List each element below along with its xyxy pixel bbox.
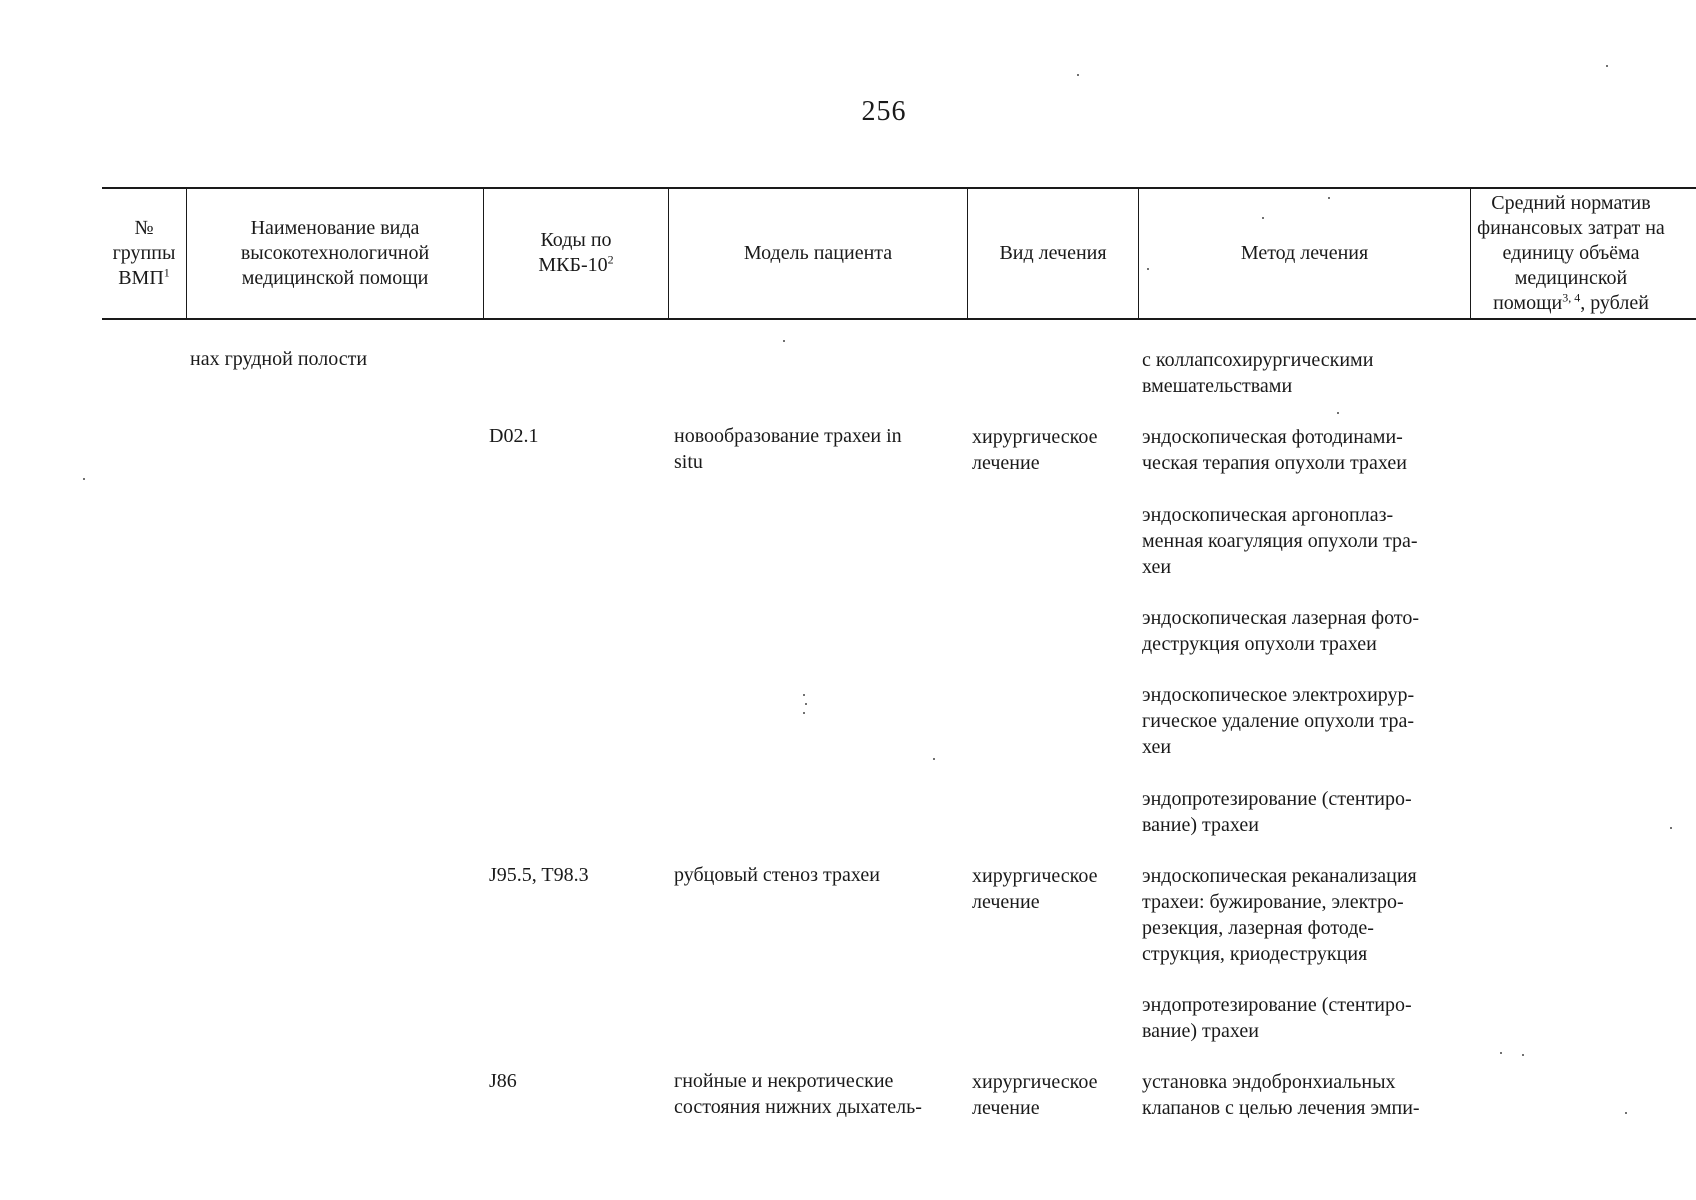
row-code-cell: D02.1 <box>489 425 539 447</box>
scan-speck <box>1328 197 1330 199</box>
header-treatment-type <box>968 188 1138 318</box>
scan-speck <box>1147 268 1149 270</box>
header-codes <box>484 188 668 318</box>
header-cost-suffix: , рублей <box>1580 291 1649 314</box>
header-method-text: Метод лечения <box>1240 241 1369 264</box>
row-patient-model-cell: рубцовый стеноз трахеи <box>674 864 880 886</box>
header-group-number-line1: № <box>134 216 154 239</box>
row-treatment-type-cell: хирургическое лечение <box>972 1071 1098 1119</box>
scan-speck <box>803 694 805 696</box>
scan-speck <box>803 712 805 714</box>
row-method-cell: эндоскопическая лазерная фото- деструкция опухоли трахеи <box>1142 607 1419 655</box>
header-treatment-type-text: Вид лечения <box>999 241 1107 264</box>
scan-speck <box>1262 217 1264 219</box>
row-method-cell: эндопротезирование (стентиро- вание) трахеи <box>1142 994 1412 1042</box>
scan-speck <box>1077 74 1079 76</box>
header-cost <box>1471 188 1671 318</box>
row-method-cell: установка эндобронхиальных клапанов с целью лечения эмпи- <box>1142 1071 1420 1119</box>
header-codes-text: Коды по МКБ-10 <box>538 229 612 276</box>
footnote-marker: 3, 4 <box>1562 289 1581 304</box>
header-group-number-line3: ВМП <box>118 266 164 289</box>
row-treatment-type-cell: хирургическое лечение <box>972 426 1098 474</box>
row-method-cell: эндопротезирование (стентиро- вание) трахеи <box>1142 788 1412 836</box>
scan-speck <box>83 478 85 480</box>
footnote-marker: 2 <box>607 252 614 267</box>
header-method <box>1139 188 1470 318</box>
row-treatment-type-cell: хирургическое лечение <box>972 865 1098 913</box>
row-method-cell: эндоскопическая аргоноплаз- менная коагуляция опухоли тра- хеи <box>1142 504 1418 578</box>
header-group-number <box>102 188 186 318</box>
header-patient-model-text: Модель пациента <box>743 241 893 264</box>
scan-speck <box>1500 1052 1502 1054</box>
scan-speck <box>783 340 785 342</box>
footnote-marker: 1 <box>163 264 170 279</box>
page-number: 256 <box>861 96 907 127</box>
header-name-text: Наименование вида высокотехнологичной медицинской помощи <box>240 216 430 289</box>
scan-speck <box>1670 827 1672 829</box>
row-method-cell: эндоскопическая реканализация трахеи: бужирование, электро- резекция, лазерная фотоде- струкция, криодеструкция <box>1142 865 1417 965</box>
header-cost-text: Средний норматив финансовых затрат на единицу объёма медицинской помощи <box>1477 191 1665 314</box>
scan-speck <box>805 703 807 705</box>
row-patient-model-cell: новообразование трахеи in situ <box>674 425 902 473</box>
header-group-number-line2: группы <box>112 241 176 264</box>
row-method-cell: эндоскопическая фотодинами- ческая терапия опухоли трахеи <box>1142 426 1407 474</box>
row-method-cell: с коллапсохирургическими вмешательствами <box>1142 349 1374 397</box>
scan-speck <box>1337 412 1339 414</box>
row-code-cell: J95.5, T98.3 <box>489 864 589 886</box>
scan-speck <box>933 758 935 760</box>
row-patient-model-cell: гнойные и некротические состояния нижних дыхатель- <box>674 1070 922 1118</box>
scan-speck <box>1625 1112 1627 1114</box>
row-name-cell: нах грудной полости <box>190 348 368 370</box>
table-header-bottom-rule <box>102 318 1696 320</box>
scan-speck <box>1522 1054 1524 1056</box>
header-patient-model <box>669 188 967 318</box>
scan-speck <box>1606 65 1608 67</box>
row-code-cell: J86 <box>489 1070 517 1092</box>
header-name <box>187 188 483 318</box>
row-method-cell: эндоскопическое электрохирур- гическое удаление опухоли тра- хеи <box>1142 684 1415 758</box>
